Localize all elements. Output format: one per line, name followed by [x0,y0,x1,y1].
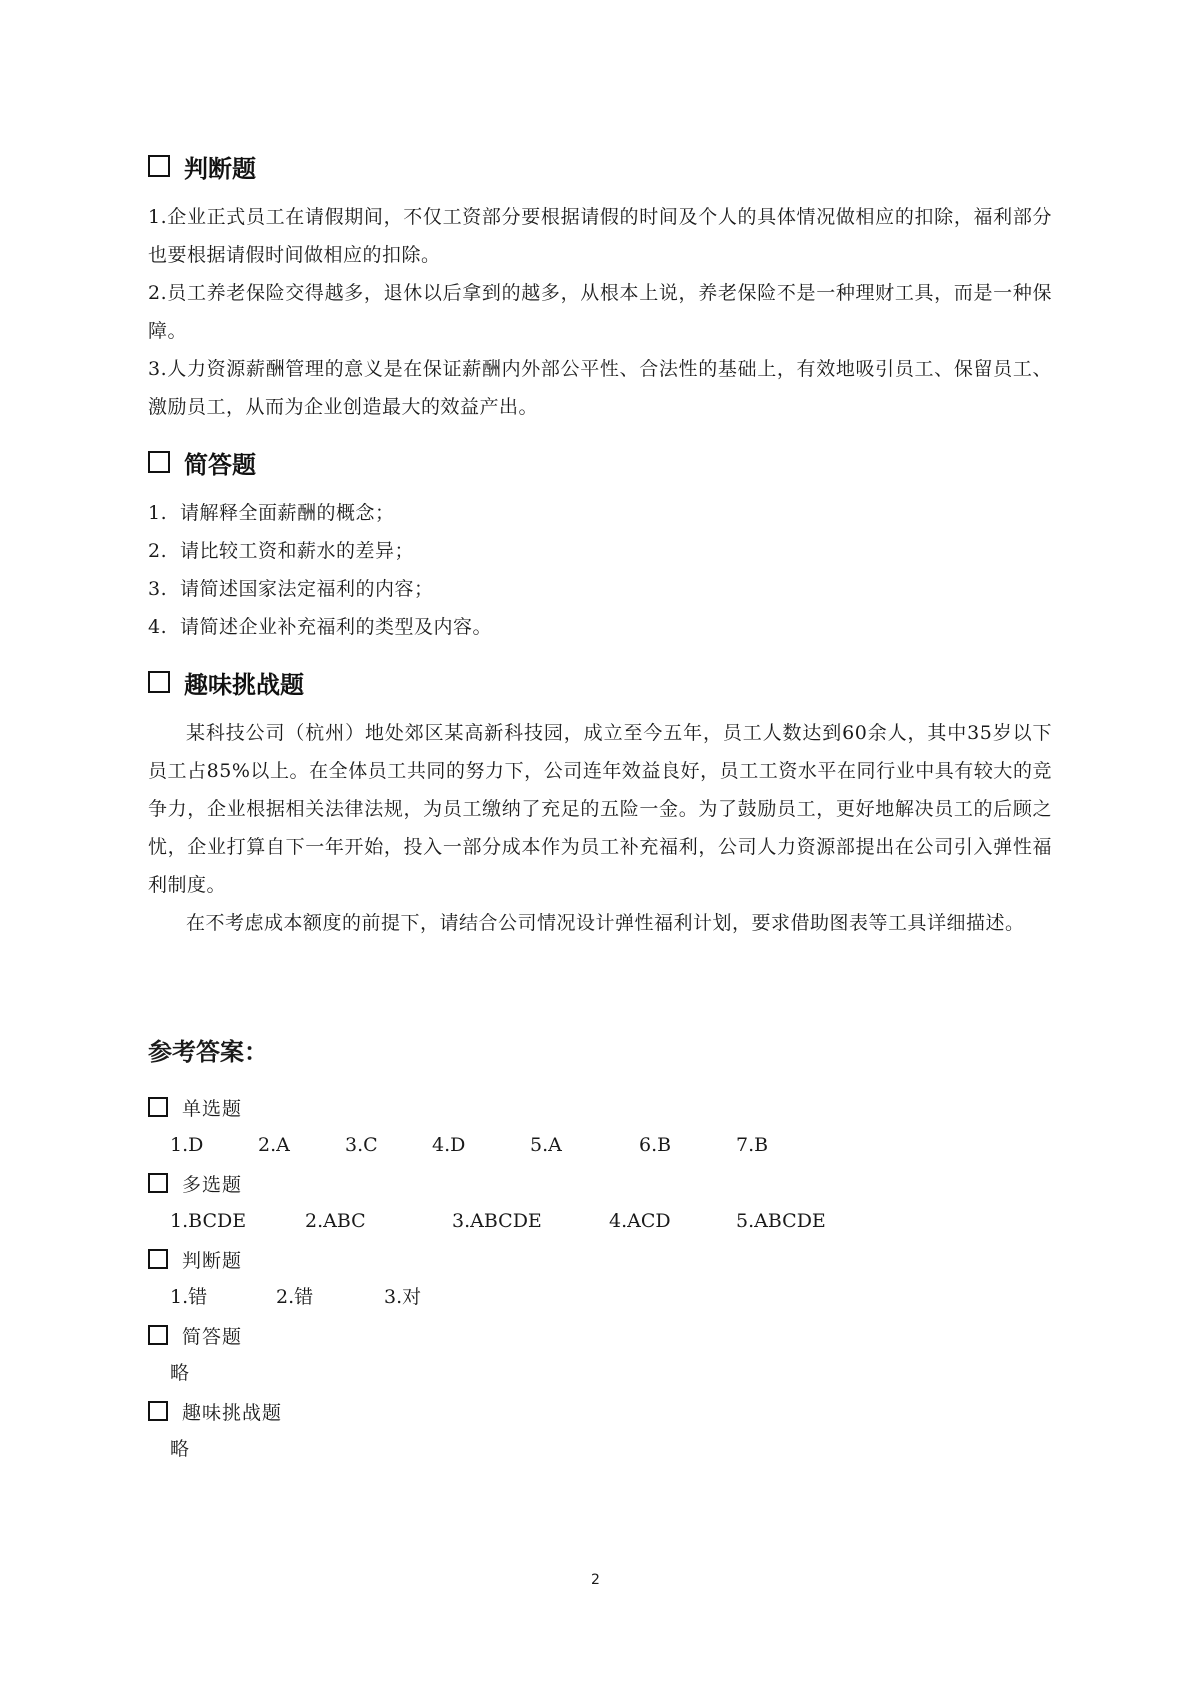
list-item: 4. 请简述企业补充福利的类型及内容。 [148,616,493,638]
answer-row-multi [148,1202,1052,1240]
answer-short-text: 略 [170,1362,190,1384]
answer-item: 3.C [345,1134,378,1156]
answer-item: 5.A [530,1134,562,1156]
list-item: 2. 请比较工资和薪水的差异； [148,540,415,562]
answer-heading-short: 简答题 [148,1316,1052,1354]
judge-question-1: 1.企业正式员工在请假期间，不仅工资部分要根据请假的时间及个人的具体情况做相应的扣除，福利部分也要根据请假时间做相应的扣除。 [148,206,1052,266]
answer-item: 4.D [432,1134,466,1156]
list-item: 3. 请简述国家法定福利的内容； [148,578,434,600]
section-title: 趣味挑战题 [184,670,304,699]
answer-item: 3.对 [384,1286,422,1308]
answer-row-judge [148,1278,1052,1316]
answer-item: 2.错 [276,1286,314,1308]
answer-heading-challenge: 趣味挑战题 [148,1392,1052,1430]
checkbox-icon [148,451,170,473]
answer-challenge-text: 略 [170,1438,190,1460]
answer-item: 1.BCDE [170,1210,247,1232]
checkbox-icon [148,1325,168,1345]
answer-item: 2.A [258,1134,290,1156]
answer-item: 5.ABCDE [736,1210,826,1232]
challenge-paragraph-2: 在不考虑成本额度的前提下，请结合公司情况设计弹性福利计划，要求借助图表等工具详细描述。 [186,912,1025,934]
answer-row-single [148,1126,1052,1164]
answer-item: 7.B [736,1134,769,1156]
section-heading-short [148,442,1052,482]
answer-item: 6.B [639,1134,672,1156]
answer-item: 1.错 [170,1286,208,1308]
checkbox-icon [148,671,170,693]
challenge-paragraph-1: 某科技公司（杭州）地处郊区某高新科技园，成立至今五年，员工人数达到60余人，其中35岁以下员工占85%以上。在全体员工共同的努力下，公司连年效益良好，员工工资水平在同行业中具有较大的竞争力，企业根据相关法律法规，为员工缴纳了充足的五险一金。为了鼓励员工，更好地解决员工的后顾之忧，企业打算自下一年开始，投入一部分成本作为员工补充福利，公司人力资源部提出在公司引入弹性福利制度。 [148,722,1052,896]
section-heading-judge [148,146,1052,186]
answer-item: 3.ABCDE [452,1210,542,1232]
section-heading-challenge [148,662,1052,702]
checkbox-icon [148,1401,168,1421]
answer-item: 4.ACD [609,1210,671,1232]
answer-item: 1.D [170,1134,204,1156]
page-number: 2 [591,1572,600,1588]
answer-heading-single: 单选题 [148,1088,1052,1126]
checkbox-icon [148,1173,168,1193]
answer-item: 2.ABC [305,1210,366,1232]
answer-title: 参考答案： [148,1038,268,1066]
page-content [148,146,1052,1468]
section-title: 判断题 [184,154,256,183]
checkbox-icon [148,1097,168,1117]
checkbox-icon [148,1249,168,1269]
section-title: 简答题 [184,450,256,479]
list-item: 1. 请解释全面薪酬的概念； [148,502,395,524]
answer-heading-judge: 判断题 [148,1240,1052,1278]
short-question-list [148,494,1052,646]
checkbox-icon [148,155,170,177]
judge-question-2: 2.员工养老保险交得越多，退休以后拿到的越多，从根本上说，养老保险不是一种理财工具，而是一种保障。 [148,282,1052,342]
answer-heading-multi: 多选题 [148,1164,1052,1202]
judge-question-3: 3.人力资源薪酬管理的意义是在保证薪酬内外部公平性、合法性的基础上，有效地吸引员工、保留员工、激励员工，从而为企业创造最大的效益产出。 [148,358,1052,418]
